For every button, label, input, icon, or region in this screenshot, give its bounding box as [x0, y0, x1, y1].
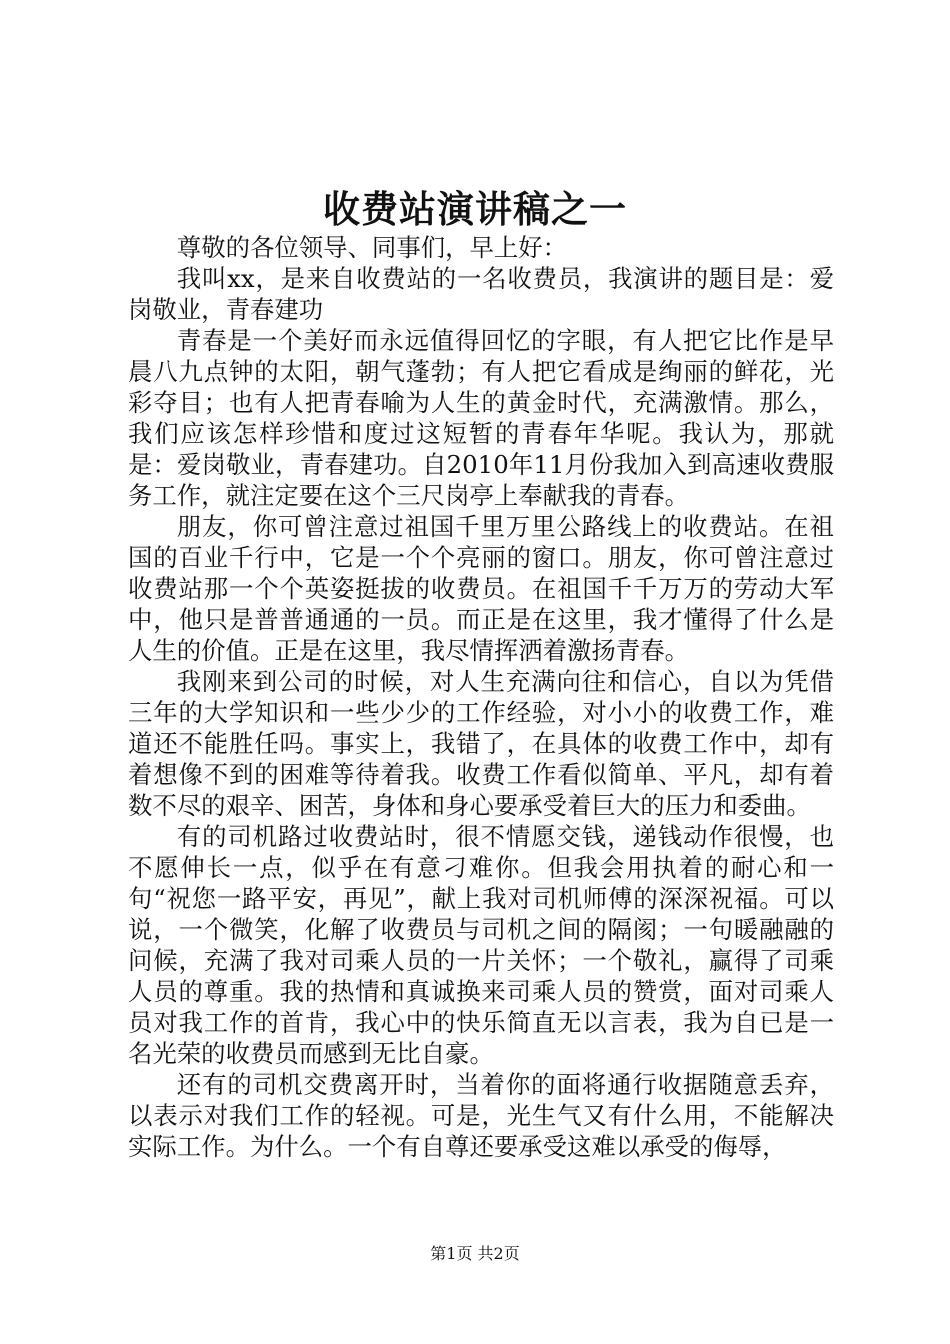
paragraph-friend: 朋友，你可曾注意过祖国千里万里公路线上的收费站。在祖国的百业千行中，它是一个个亮丽的窗口。朋友，你可曾注意过收费站那一个个英姿挺拔的收费员。在祖国千千万万的劳动大军中，他只是普普通通的一员。而正是在这里，我才懂得了什么是人生的价值。正是在这里，我尽情挥洒着激扬青春。 — [128, 512, 834, 665]
paragraph-greeting: 尊敬的各位领导、同事们，早上好： — [176, 233, 568, 262]
document-title: 收费站演讲稿之一 — [323, 187, 627, 231]
document-body — [128, 232, 834, 1162]
paragraph-drivers: 有的司机路过收费站时，很不情愿交钱，递钱动作很慢，也不愿伸长一点，似乎在有意刁难你。但我会用执着的耐心和一句“祝您一路平安，再见”，献上我对司机师傅的深深祝福。可以说，一个微笑，化解了收费员与司机之间的隔阂；一句暖融融的问候，充满了我对司乘人员的一片关怀；一个敬礼，赢得了司乘人员的尊重。我的热情和真诚换来司乘人员的赞赏，面对司乘人员对我工作的首肯，我心中的快乐简直无以言表，我为自已是一名光荣的收费员而感到无比自豪。 — [128, 822, 834, 1068]
paragraph-intro: 我叫xx，是来自收费站的一名收费员，我演讲的题目是：爱岗敬业，青春建功 — [128, 264, 834, 324]
paragraph-receipts: 还有的司机交费离开时，当着你的面将通行收据随意丢弃，以表示对我们工作的轻视。可是，光生气又有什么用，不能解决实际工作。为什么。一个有自尊还要承受这难以承受的侮辱， — [128, 1070, 834, 1161]
paragraph-arrival: 我刚来到公司的时候，对人生充满向往和信心，自以为凭借三年的大学知识和一些少少的工作经验，对小小的收费工作，难道还不能胜任吗。事实上，我错了，在具体的收费工作中，却有着想像不到的困难等待着我。收费工作看似简单、平凡，却有着数不尽的艰辛、困苦，身体和身心要承受着巨大的压力和委曲。 — [128, 667, 834, 820]
paragraph-youth: 青春是一个美好而永远值得回忆的字眼，有人把它比作是早晨八九点钟的太阳，朝气蓬勃；有人把它看成是绚丽的鲜花，光彩夺目；也有人把青春喻为人生的黄金时代，充满激情。那么，我们应该怎样珍惜和度过这短暂的青春年华呢。我认为，那就是：爱岗敬业，青春建功。自2010年11月份我加入到高速收费服务工作，就注定要在这个三尺岗亭上奉献我的青春。 — [128, 326, 834, 510]
page-footer: 第1页 共2页 — [430, 1244, 520, 1263]
